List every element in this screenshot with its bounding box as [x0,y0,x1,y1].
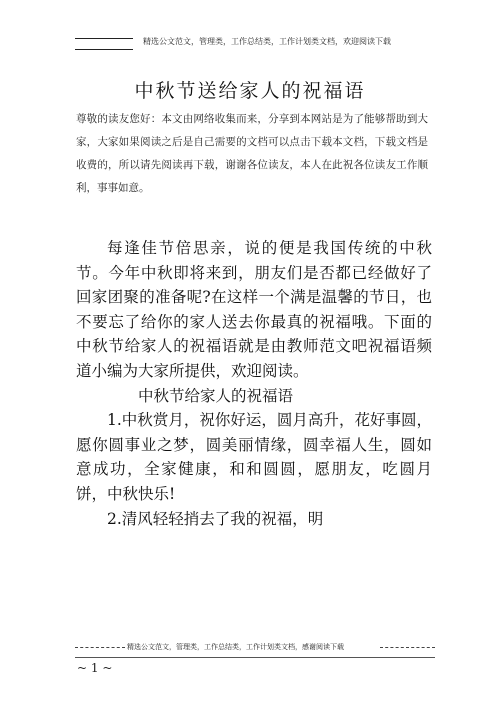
document-title: 中秋节送给家人的祝福语 [134,80,366,102]
body-paragraph: 2.清风轻轻捎去了我的祝福，明 [107,509,324,528]
document-body [76,236,432,531]
footer-text: 精选公文范文，管理类，工作总结类，工作计划类文档，感谢阅读下载 [127,643,344,651]
header-double-rule [75,38,133,50]
footer-dash-left [75,647,125,648]
section-heading: 中秋节给家人的祝福语 [138,386,294,405]
reader-notice: 尊敬的读友您好：本文由网络收集而来，分享到本网站是为了能够帮助到大家，大家如果阅读之后是自己需要的文档可以点击下载本文档，下载文档是收费的，所以请先阅读再下载，谢谢各位读友，本人在此祝各位读友工作顺利，事事如意。 [76,113,428,194]
header-text: 精选公文范文，管理类，工作总结类，工作计划类文档，欢迎阅读下载 [143,37,391,46]
footer-dash-right [380,647,435,648]
page-header [75,34,460,52]
body-paragraph: 每逢佳节倍思亲，说的便是我国传统的中秋节。今年中秋即将来到，朋友们是否都已经做好了回家团聚的准备呢?在这样一个满是温馨的节日，也不要忘了给你的家人送去你最真的祝福哦。下面的中秋节给家人的祝福语就是由教师范文吧祝福语频道小编为大家所提供，欢迎阅读。 [76,239,432,380]
body-paragraph: 1.中秋赏月，祝你好运，圆月高升，花好事圆，愿你圆事业之梦，圆美丽情缘，圆幸福人生，圆如意成功，全家健康，和和圆圆，愿朋友，吃圆月饼，中秋快乐! [76,411,432,503]
footer-rule [75,657,435,658]
page-footer [75,640,435,654]
page-number: ~ 1 ~ [77,661,113,675]
